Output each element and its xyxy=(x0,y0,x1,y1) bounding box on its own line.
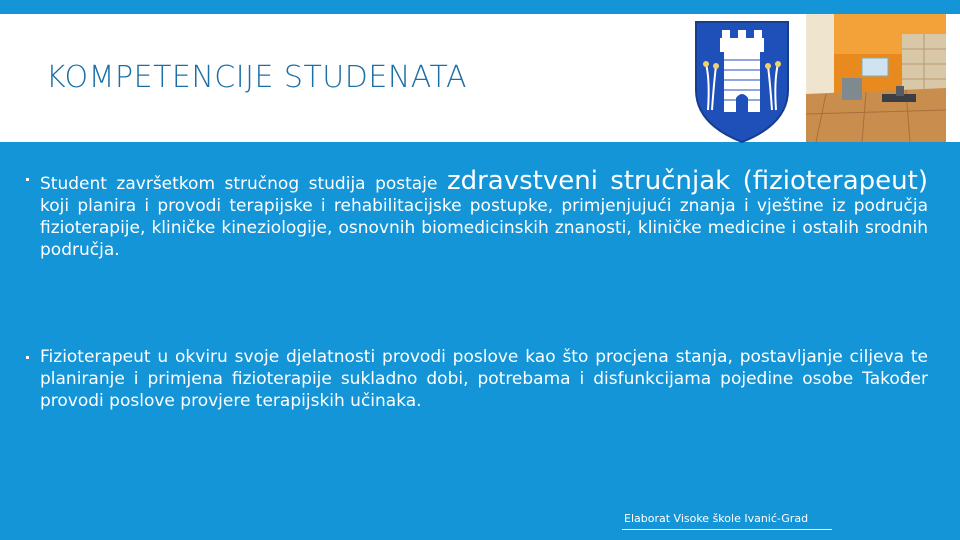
bullet-1-emphasis: zdravstveni stručnjak (fizioterapeut) xyxy=(446,166,928,196)
bullet-2-text: Fizioterapeut u okviru svoje djelatnosti provodi poslove kao što procjena stanja, postavljanje ciljeva te planiranje i primjena fizioterapije sukladno dobi, potrebama i disfunkcijama pojedine osobe Također provodi poslove provjere terapijskih učinaka. xyxy=(40,347,928,411)
bullet-1-intro: Student završetkom stručnog studija postaje xyxy=(40,174,447,194)
bullet-1 xyxy=(22,168,928,261)
footer-underline xyxy=(622,529,832,530)
bullet-1-rest: koji planira i provodi terapijske i rehabilitacijske postupke, primjenjujući znanja i vještine iz područja fizioterapije, kliničke kineziologije, osnovnih biomedicinskih znanosti, kliničke medicine i ostalih srodnih područja. xyxy=(40,196,928,260)
bullet-dot-icon xyxy=(26,178,29,181)
coat-of-arms-icon xyxy=(694,20,790,144)
footer-text: Elaborat Visoke škole Ivanić-Grad xyxy=(624,512,809,525)
physiotherapy-room-photo xyxy=(806,14,946,142)
slide-title: KOMPETENCIJE STUDENATA xyxy=(46,60,467,95)
bullet-2 xyxy=(22,346,928,412)
bullet-dot-icon xyxy=(26,356,29,359)
